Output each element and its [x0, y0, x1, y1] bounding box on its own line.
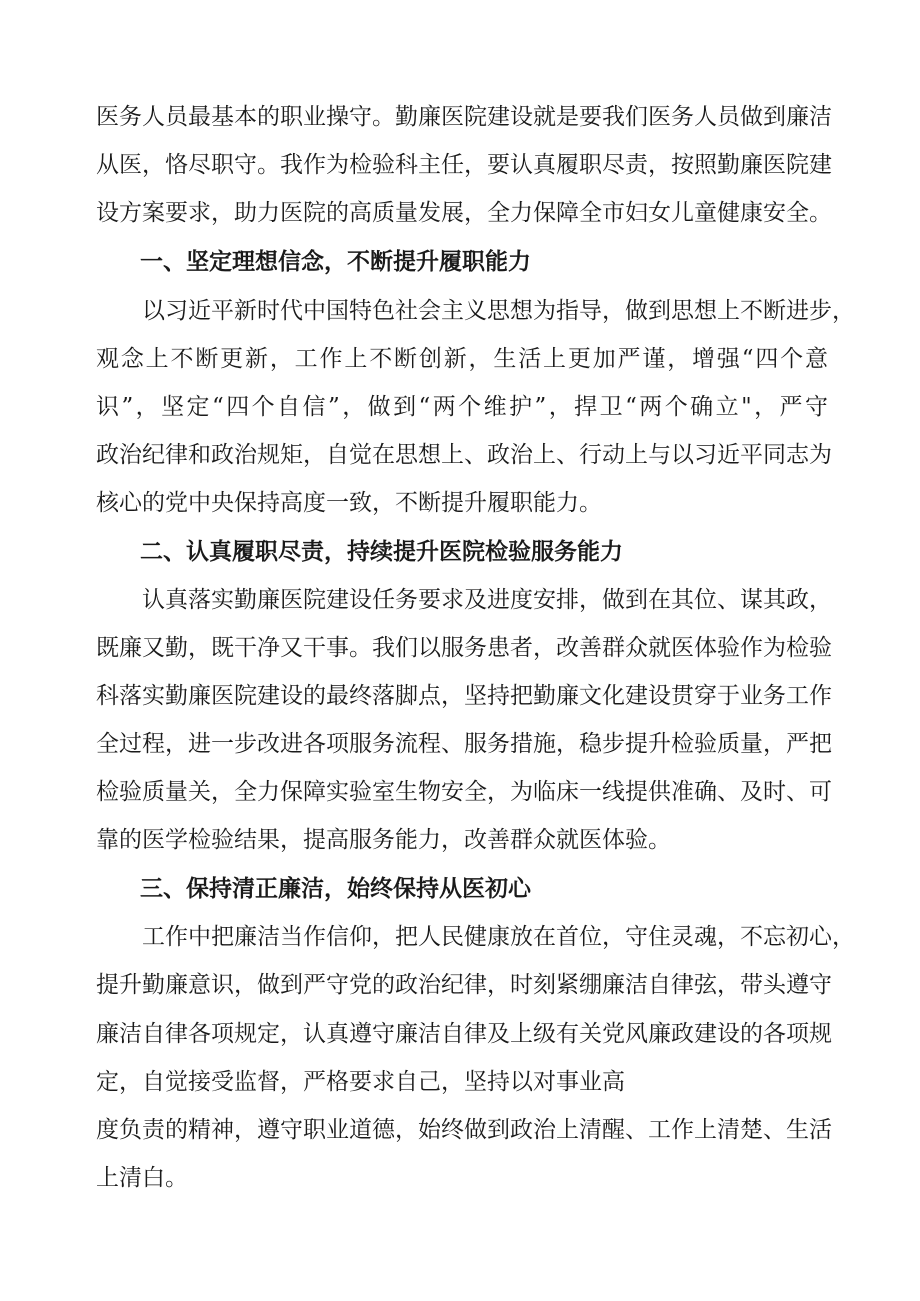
intro-line-3: 设方案要求，助力医院的高质量发展，全力保障全市妇女儿童健康安全。: [96, 200, 832, 226]
section-3-line-4: 定，自觉接受监督，严格要求自己，坚持以对事业高: [96, 1069, 625, 1095]
section-3-line-5: 度负责的精神，遵守职业道德，始终做到政治上清醒、工作上清楚、生活: [96, 1117, 832, 1143]
section-2-line-5: 检验质量关，全力保障实验室生物安全，为临床一线提供准确、及时、可: [96, 779, 832, 805]
section-1-line-1: 以习近平新时代中国特色社会主义思想为指导，做到思想上不断进步，: [142, 298, 855, 324]
section-2-line-3: 科落实勤廉医院建设的最终落脚点，坚持把勤廉文化建设贯穿于业务工作: [96, 683, 832, 709]
section-3-line-3: 廉洁自律各项规定，认真遵守廉洁自律及上级有关党风廉政建设的各项规: [96, 1021, 832, 1047]
section-2-heading: 二、认真履职尽责，持续提升医院检验服务能力: [140, 539, 623, 565]
section-3-line-2: 提升勤廉意识，做到严守党的政治纪律，时刻紧绷廉洁自律弦，带头遵守: [96, 972, 832, 998]
section-2-line-2: 既廉又勤，既干净又干事。我们以服务患者，改善群众就医体验作为检验: [96, 635, 832, 661]
intro-line-1: 医务人员最基本的职业操守。勤廉医院建设就是要我们医务人员做到廉洁: [96, 104, 832, 130]
section-1-line-5: 核心的党中央保持高度一致，不断提升履职能力。: [96, 490, 602, 516]
section-3-line-1: 工作中把廉洁当作信仰，把人民健康放在首位，守住灵魂，不忘初心，: [142, 924, 855, 950]
section-1-line-3: 识”，坚定“四个自信”，做到“两个维护”，捍卫“两个确立"，严守: [96, 394, 828, 420]
section-1-line-4: 政治纪律和政治规矩，自觉在思想上、政治上、行动上与以习近平同志为: [96, 442, 832, 468]
section-2-line-6: 靠的医学检验结果，提高服务能力，改善群众就医体验。: [96, 827, 671, 853]
intro-line-2: 从医，恪尽职守。我作为检验科主任，要认真履职尽责，按照勤廉医院建: [96, 152, 832, 178]
section-1-line-2: 观念上不断更新，工作上不断创新，生活上更加严谨，增强“四个意: [96, 346, 828, 372]
section-1-heading: 一、坚定理想信念，不断提升履职能力: [140, 249, 531, 275]
section-2-line-1: 认真落实勤廉医院建设任务要求及进度安排，做到在其位、谋其政，: [142, 587, 832, 613]
section-3-heading: 三、保持清正廉洁，始终保持从医初心: [140, 876, 531, 902]
section-2-line-4: 全过程，进一步改进各项服务流程、服务措施，稳步提升检验质量，严把: [96, 731, 832, 757]
section-3-line-6: 上清白。: [96, 1165, 188, 1191]
